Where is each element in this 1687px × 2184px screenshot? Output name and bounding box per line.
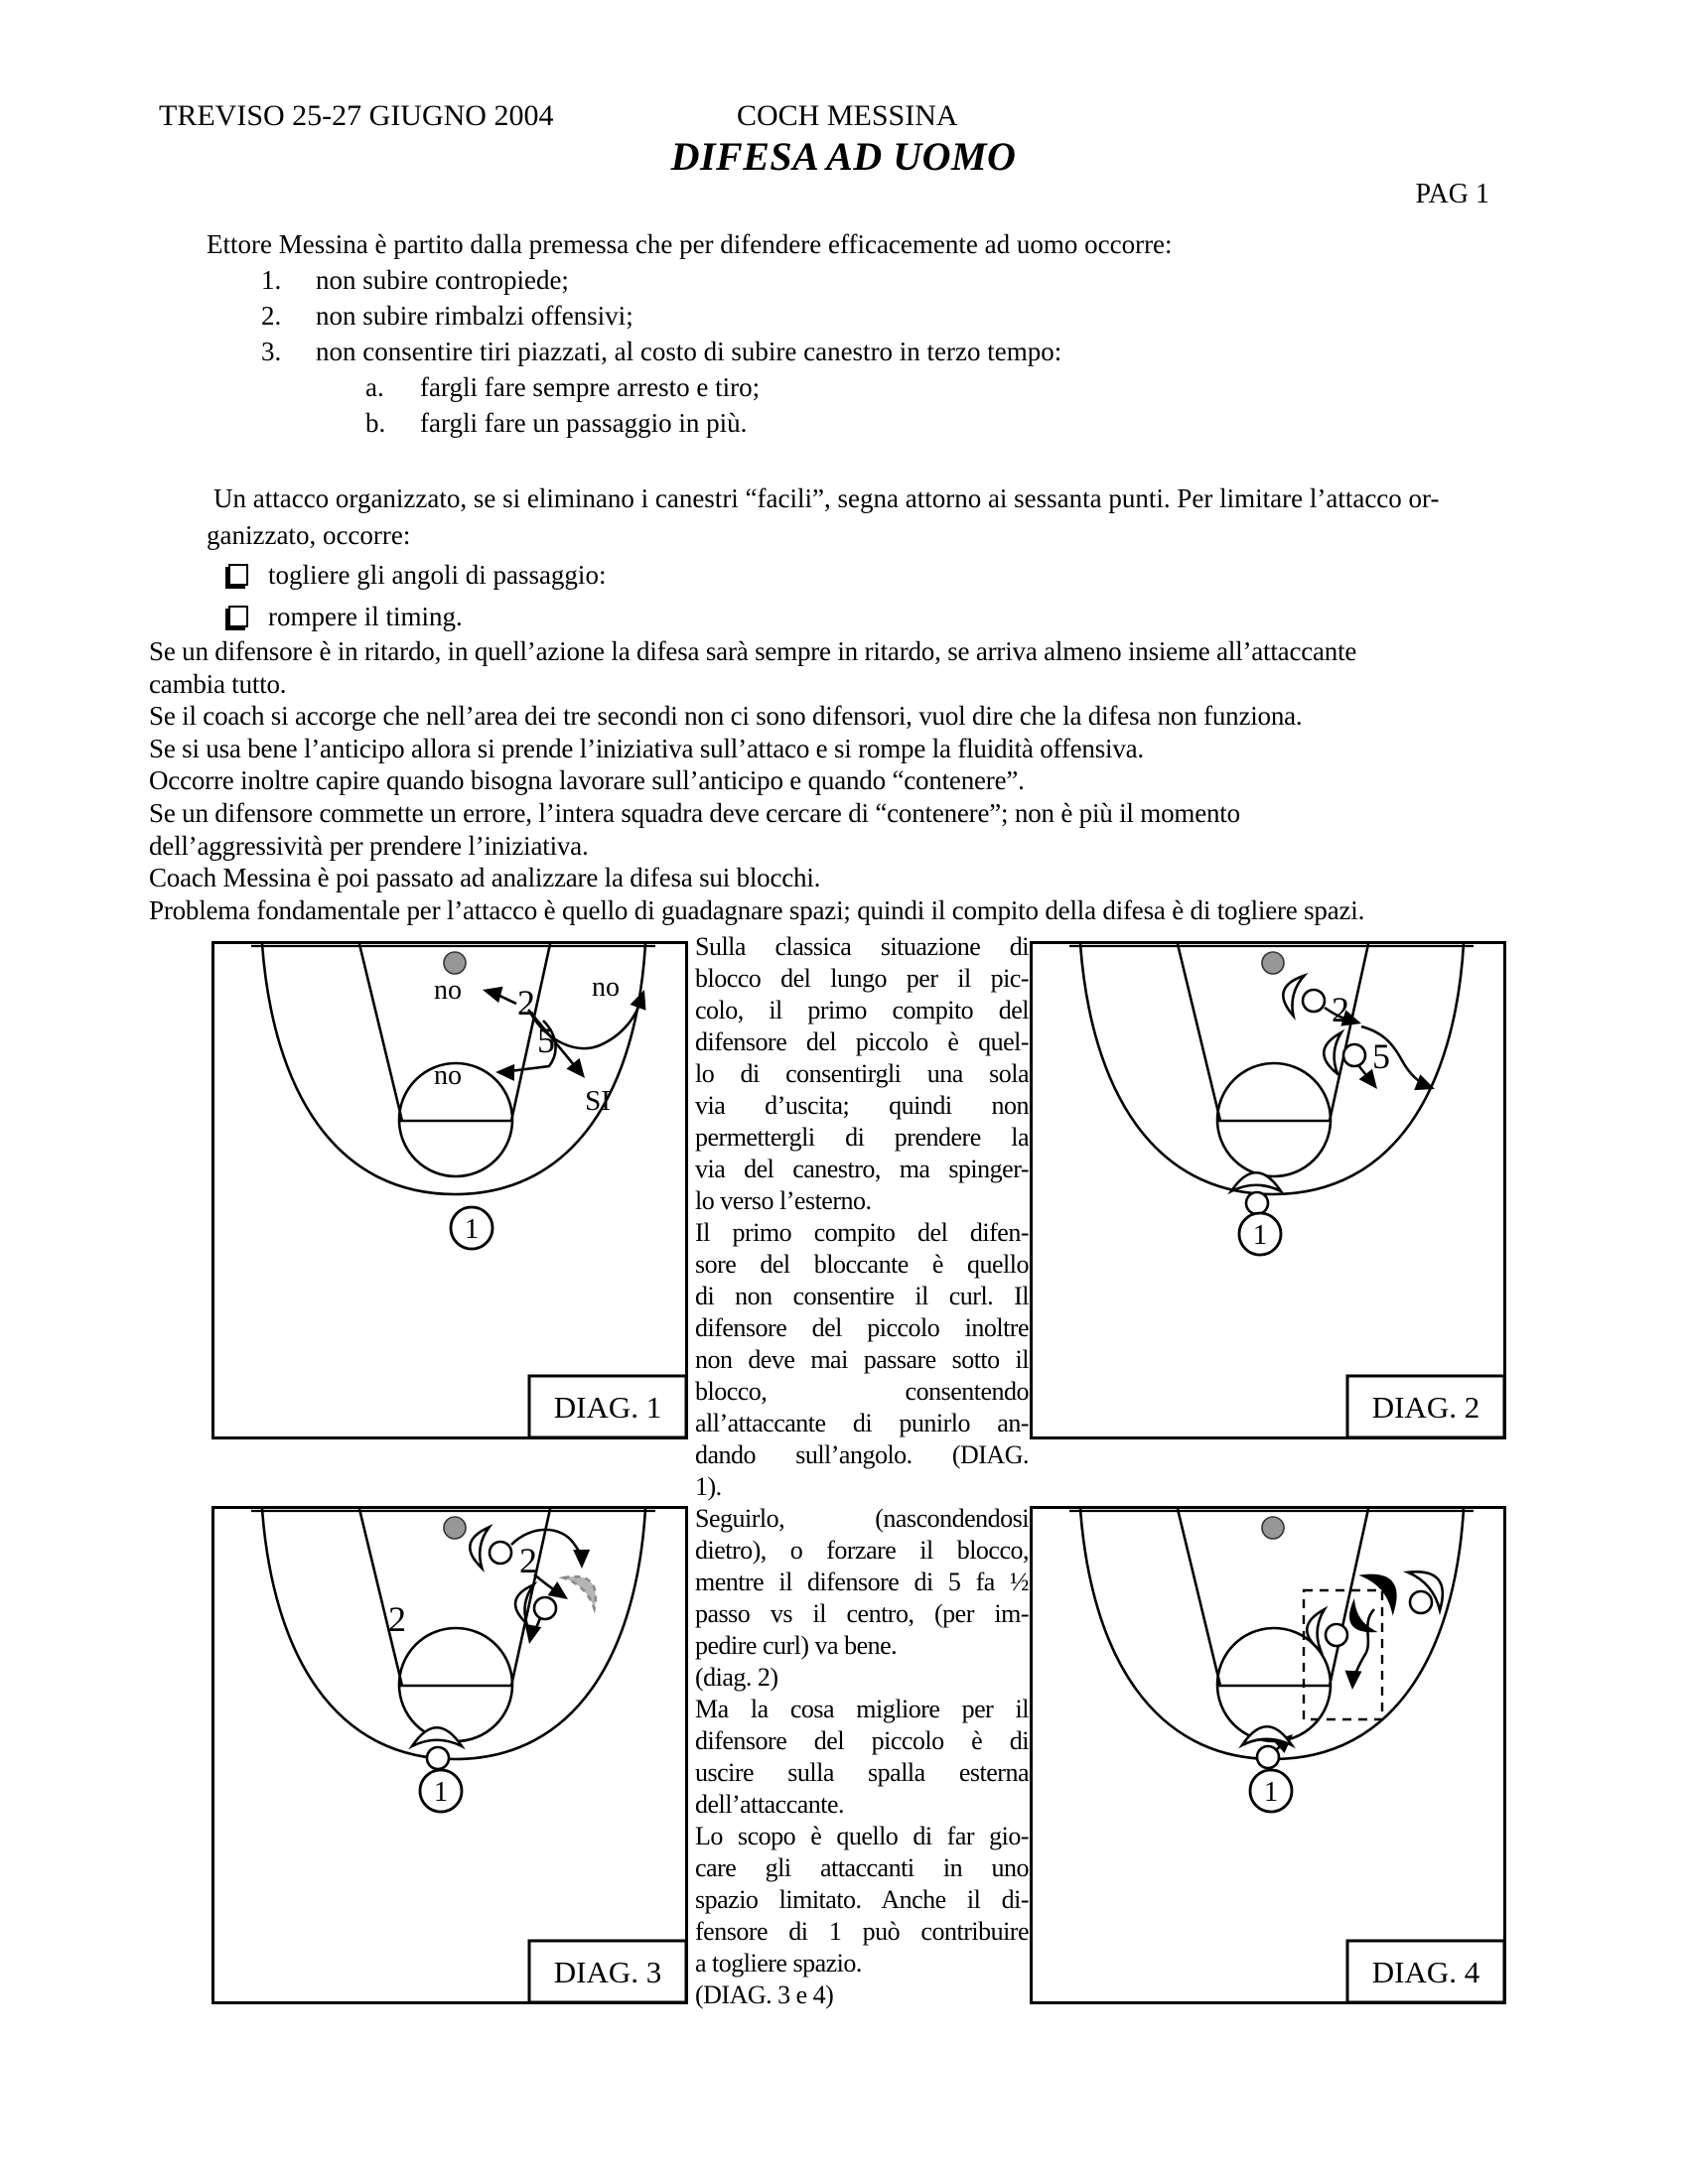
column-line: all’attaccante di punirlo an- <box>695 1409 1029 1437</box>
checklist-text: rompere il timing. <box>268 602 463 631</box>
defender-head-icon <box>1343 1044 1365 1066</box>
column-line: permettergli di prendere la <box>695 1123 1029 1152</box>
diagram-annotation-label: no <box>434 1060 462 1091</box>
lettered-item <box>365 405 1577 441</box>
defender-head-icon <box>534 1597 556 1619</box>
numbered-item <box>261 298 1577 334</box>
defender-head-icon <box>1246 1192 1268 1214</box>
defender-head-icon <box>427 1747 449 1769</box>
diagram-1 <box>211 941 688 1439</box>
item-text: non subire rimbalzi offensivi; <box>316 301 633 331</box>
center-text-column <box>695 931 1029 2011</box>
column-line: (diag. 2) <box>695 1663 778 1692</box>
court-canvas <box>1030 1506 1506 2004</box>
principles-line: dell’aggressività per prendere l’iniziativa. <box>149 830 589 861</box>
checklist <box>207 557 1577 637</box>
principles-line: Occorre inoltre capire quando bisogna lavorare sull’anticipo e quando “contenere”. <box>149 765 1025 796</box>
column-line: lo di consentirgli una sola <box>695 1059 1029 1088</box>
player-number: 1 <box>1263 1776 1279 1808</box>
defender-head-icon <box>1326 1624 1347 1646</box>
diagram-3 <box>211 1506 688 2004</box>
header-coach: COCH MESSINA <box>737 99 958 132</box>
diagram-annotation-label: 5 <box>1372 1036 1390 1076</box>
column-line: care gli attaccanti in uno <box>695 1853 1029 1882</box>
lettered-item <box>365 369 1577 405</box>
principles-line: cambia tutto. <box>149 668 287 699</box>
lettered-list <box>207 369 1577 441</box>
column-line: uscire sulla spalla esterna <box>695 1758 1029 1787</box>
column-line: Ma la cosa migliore per il <box>695 1695 1029 1723</box>
page-title: DIFESA AD UOMO <box>670 134 1017 179</box>
diagram-caption: DIAG. 2 <box>1371 1390 1480 1425</box>
column-line: 1). <box>695 1472 722 1501</box>
lane-line-left <box>359 944 402 1121</box>
item-text: fargli fare sempre arresto e tiro; <box>420 372 761 402</box>
header-event: TREVISO 25-27 GIUGNO 2004 <box>159 99 554 132</box>
item-text: non subire contropiede; <box>316 265 569 295</box>
arrowhead-icon <box>1414 1074 1435 1090</box>
checklist-item <box>207 557 1577 596</box>
diagram-frame <box>213 943 687 1438</box>
principles-line: Problema fondamentale per l’attacco è quello di guadagnare spazi; quindi il compito della difesa è di togliere spazi. <box>149 894 1365 925</box>
basket-rim <box>1262 1517 1284 1539</box>
player-number: 1 <box>1252 1219 1268 1251</box>
defender-head-icon <box>490 1542 511 1564</box>
column-line: colo, il primo compito del <box>695 996 1029 1024</box>
numbered-item <box>261 262 1577 298</box>
item-marker: 2. <box>261 301 282 331</box>
lane-line-left <box>359 1509 402 1686</box>
player-number: 1 <box>433 1776 449 1808</box>
defender-head-icon <box>1410 1591 1432 1613</box>
lane-line-right <box>1330 944 1368 1121</box>
defender-crescent-icon <box>412 1727 462 1746</box>
checklist-item <box>207 599 1577 637</box>
item-marker: a. <box>365 372 384 402</box>
checklist-text: togliere gli angoli di passaggio: <box>268 560 607 590</box>
principles-section <box>149 635 1579 926</box>
principles-line: Coach Messina è poi passato ad analizzare la difesa sui blocchi. <box>149 863 821 893</box>
basket-rim <box>1262 952 1284 974</box>
arrowhead-icon <box>573 1550 590 1569</box>
checkbox-icon <box>228 606 248 627</box>
item-marker: 1. <box>261 265 282 295</box>
intro-section <box>207 226 1577 441</box>
diagram-2 <box>1030 941 1506 1439</box>
screen-area-dashed-rect <box>1304 1590 1382 1719</box>
defender-crescent-icon <box>1283 976 1304 1017</box>
arrowhead-icon <box>548 1581 568 1599</box>
attack-section <box>207 480 1577 637</box>
column-line: blocco, consentendo <box>695 1377 1029 1406</box>
principles-line: Se un difensore commette un errore, l’intera squadra deve cercare di “contenere”; non è più il momento <box>149 797 1240 828</box>
column-line: spazio limitato. Anche il di- <box>695 1885 1029 1914</box>
defender-crescent-icon <box>1324 1032 1341 1074</box>
intro-lead: Ettore Messina è partito dalla premessa che per difendere efficacemente ad uomo occorre: <box>207 229 1173 259</box>
column-line: difensore del piccolo è quel- <box>695 1027 1029 1056</box>
defender-head-icon <box>1257 1746 1279 1768</box>
defender-crescent-icon <box>1242 1726 1292 1745</box>
diagram-annotation-label: SI <box>585 1085 611 1117</box>
column-line: Il primo compito del difen- <box>695 1218 1029 1247</box>
diagram-caption: DIAG. 4 <box>1371 1955 1480 1989</box>
arrowhead-icon <box>495 1064 514 1081</box>
column-line: Seguirlo, (nascondendosi <box>695 1504 1029 1533</box>
arrowhead-icon <box>1345 1671 1362 1690</box>
item-marker: b. <box>365 408 386 438</box>
diagram-annotation-label: 2 <box>1332 990 1349 1029</box>
player-number: 1 <box>464 1213 480 1245</box>
item-marker: 3. <box>261 337 282 366</box>
diagram-caption: DIAG. 1 <box>553 1390 662 1425</box>
court-canvas <box>211 941 688 1439</box>
principles-line: Se il coach si accorge che nell’area dei tre secondi non ci sono difensori, vuol dire che la difesa non funziona. <box>149 701 1303 732</box>
diagram-annotation-label: 2 <box>519 1541 537 1580</box>
diagram-caption: DIAG. 3 <box>553 1955 662 1989</box>
column-line: sore del bloccante è quello <box>695 1250 1029 1279</box>
column-line: lo verso l’esterno. <box>695 1186 872 1215</box>
three-point-arc <box>262 1509 645 1759</box>
defender-crescent-icon <box>563 1576 595 1608</box>
basket-rim <box>444 952 466 974</box>
column-line: difensore del piccolo inoltre <box>695 1313 1029 1342</box>
diagram-annotation-label: 5 <box>537 1021 555 1060</box>
court-canvas <box>1030 941 1506 1439</box>
column-line: di non consentire il curl. Il <box>695 1282 1029 1310</box>
court-canvas <box>211 1506 688 2004</box>
defender-crescent-icon <box>1363 1575 1395 1611</box>
basket-rim <box>444 1517 466 1539</box>
column-line: dando sull’angolo. (DIAG. <box>695 1440 1029 1469</box>
page-number: PAG 1 <box>1415 179 1489 209</box>
column-line: Sulla classica situazione di <box>695 932 1029 961</box>
defender-crescent-icon <box>470 1527 489 1568</box>
column-line: a togliere spazio. <box>695 1949 862 1978</box>
principles-line: Se un difensore è in ritardo, in quell’azione la difesa sarà sempre in ritardo, se arriva almeno insieme all’attaccante <box>149 636 1357 666</box>
defender-crescent-icon <box>515 1584 533 1623</box>
defender-crescent-icon <box>1307 1609 1325 1651</box>
diagram-4 <box>1030 1506 1506 2004</box>
item-text: fargli fare un passaggio in più. <box>420 408 748 438</box>
column-line: via d’uscita; quindi non <box>695 1091 1029 1120</box>
attack-line: ganizzato, occorre: <box>207 520 411 550</box>
arrowhead-icon <box>631 990 646 1011</box>
column-line: Lo scopo è quello di far gio- <box>695 1822 1029 1850</box>
lane-line-left <box>1178 944 1220 1121</box>
diagram-frame <box>1032 943 1505 1438</box>
column-line: blocco del lungo per il pic- <box>695 964 1029 993</box>
principles-line: Se si usa bene l’anticipo allora si prende l’iniziativa sull’attaco e si rompe la fluidità offensiva. <box>149 733 1144 763</box>
column-line: passo vs il centro, (per im- <box>695 1599 1029 1628</box>
attack-line: Un attacco organizzato, se si eliminano i canestri “facili”, segna attorno ai sessanta punti. Per limitare l’attacco or- <box>213 483 1440 513</box>
column-line: non deve mai passare sotto il <box>695 1345 1029 1374</box>
arrowhead-icon <box>525 1624 542 1644</box>
checkbox-icon <box>228 564 248 586</box>
column-line: pedire curl) va bene. <box>695 1631 898 1660</box>
column-line: difensore del piccolo è di <box>695 1726 1029 1755</box>
numbered-item <box>261 334 1577 369</box>
three-point-arc <box>1080 1509 1464 1759</box>
column-line: mentre il difensore di 5 fa ½ <box>695 1568 1029 1596</box>
column-line: fensore di 1 può contribuire <box>695 1917 1029 1946</box>
column-line: via del canestro, ma spinger- <box>695 1155 1029 1183</box>
diagram-annotation-label: 2 <box>388 1599 406 1639</box>
diagram-frame <box>213 1508 687 2003</box>
diagram-annotation-label: no <box>434 975 462 1006</box>
diagram-annotation-label: no <box>592 972 620 1003</box>
column-line: dietro), o forzare il blocco, <box>695 1536 1029 1565</box>
column-line: (DIAG. 3 e 4) <box>695 1980 834 2009</box>
diagram-annotation-label: 2 <box>517 983 535 1023</box>
arrowhead-icon <box>483 987 503 1003</box>
numbered-list <box>207 262 1577 369</box>
item-text: non consentire tiri piazzati, al costo di subire canestro in terzo tempo: <box>316 337 1062 366</box>
lane-line-left <box>1178 1509 1220 1686</box>
defender-head-icon <box>1303 990 1325 1012</box>
column-line: dell’attaccante. <box>695 1790 845 1819</box>
